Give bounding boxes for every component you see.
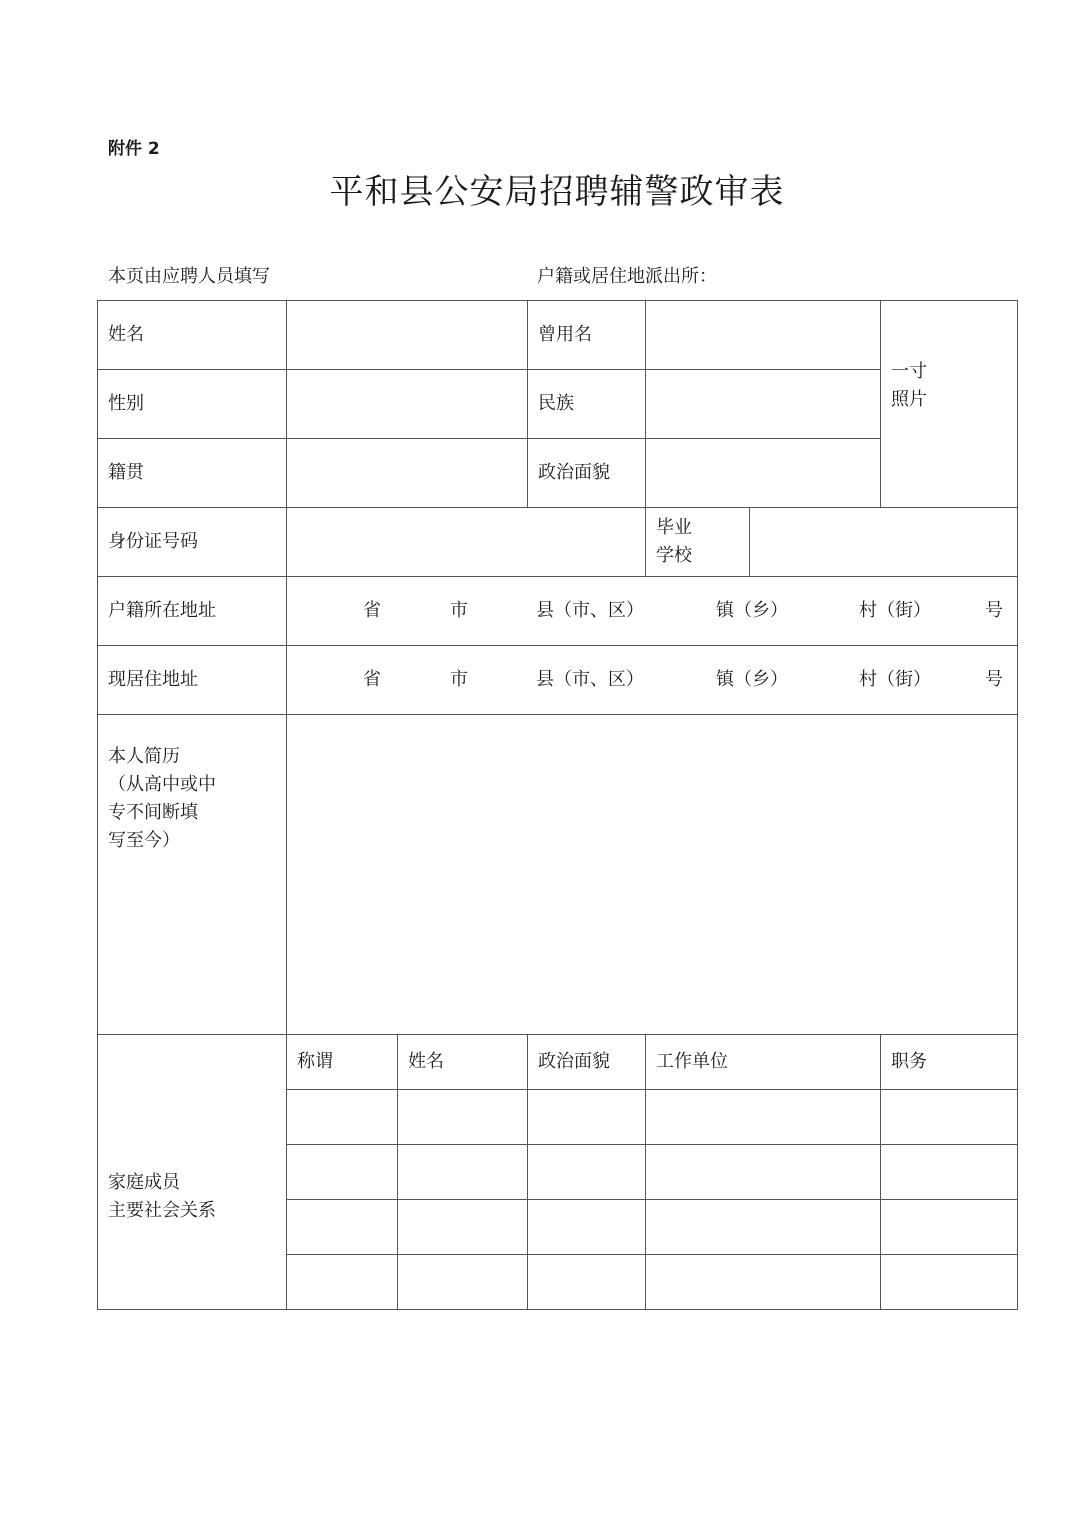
- family-name-cell[interactable]: [398, 1200, 528, 1255]
- political-status-field[interactable]: [646, 439, 881, 508]
- resume-label: [98, 715, 287, 1035]
- page-title: 平和县公安局招聘辅警政审表: [329, 172, 785, 212]
- family-work-unit-cell[interactable]: [646, 1090, 881, 1145]
- school-label: [646, 508, 750, 577]
- household-address-field[interactable]: [287, 577, 1018, 646]
- addr-town: 镇（乡）: [716, 669, 788, 690]
- family-header-work-unit: 工作单位: [646, 1035, 881, 1090]
- ethnicity-field[interactable]: [646, 370, 881, 439]
- native-place-field[interactable]: [287, 439, 528, 508]
- id-number-label: 身份证号码: [98, 508, 287, 577]
- gender-label: 性别: [98, 370, 287, 439]
- former-name-field[interactable]: [646, 301, 881, 370]
- row-native-place: [98, 439, 1018, 508]
- addr-village: 村（街）: [859, 600, 931, 621]
- family-label-line1: 家庭成员: [108, 1172, 180, 1193]
- name-label: 姓名: [98, 301, 287, 370]
- attachment-label: 附件 2: [108, 139, 160, 159]
- row-household-address: [98, 577, 1018, 646]
- addr-number: 号: [985, 600, 1003, 621]
- family-relation-cell[interactable]: [287, 1090, 398, 1145]
- photo-label-line1: 一寸: [891, 361, 927, 382]
- family-header-name: 姓名: [398, 1035, 528, 1090]
- family-political-cell[interactable]: [528, 1200, 646, 1255]
- family-position-cell[interactable]: [881, 1090, 1018, 1145]
- current-address-field[interactable]: [287, 646, 1018, 715]
- resume-field[interactable]: [287, 715, 1018, 1035]
- addr-number: 号: [985, 669, 1003, 690]
- family-name-cell[interactable]: [398, 1255, 528, 1310]
- photo-box[interactable]: [881, 301, 1018, 508]
- family-relation-cell[interactable]: [287, 1200, 398, 1255]
- resume-label-line2: （从高中或中: [108, 774, 216, 795]
- native-place-label: 籍贯: [98, 439, 287, 508]
- family-position-cell[interactable]: [881, 1200, 1018, 1255]
- family-name-cell[interactable]: [398, 1090, 528, 1145]
- former-name-label: 曾用名: [528, 301, 646, 370]
- school-field[interactable]: [750, 508, 1018, 577]
- household-address-label: 户籍所在地址: [98, 577, 287, 646]
- police-station-label: 户籍或居住地派出所：: [537, 266, 717, 287]
- resume-label-line3: 专不间断填: [108, 802, 198, 823]
- family-name-cell[interactable]: [398, 1145, 528, 1200]
- family-header-political-status: 政治面貌: [528, 1035, 646, 1090]
- addr-county: 县（市、区）: [536, 669, 644, 690]
- photo-label-line2: 照片: [891, 389, 927, 410]
- family-label-line2: 主要社会关系: [108, 1200, 216, 1221]
- addr-village: 村（街）: [859, 669, 931, 690]
- addr-city: 市: [450, 669, 468, 690]
- political-status-label: 政治面貌: [528, 439, 646, 508]
- review-form-table: [97, 300, 1018, 1310]
- school-label-line2: 学校: [656, 545, 692, 566]
- family-relation-cell[interactable]: [287, 1255, 398, 1310]
- family-label: [98, 1035, 287, 1310]
- addr-city: 市: [450, 600, 468, 621]
- id-number-field[interactable]: [287, 508, 646, 577]
- fill-instruction: 本页由应聘人员填写: [108, 266, 270, 287]
- row-name: [98, 301, 1018, 370]
- row-id-number: [98, 508, 1018, 577]
- addr-town: 镇（乡）: [716, 600, 788, 621]
- row-family-header: [98, 1035, 1018, 1090]
- resume-label-line4: 写至今）: [108, 830, 180, 851]
- row-current-address: [98, 646, 1018, 715]
- addr-county: 县（市、区）: [536, 600, 644, 621]
- gender-field[interactable]: [287, 370, 528, 439]
- family-work-unit-cell[interactable]: [646, 1255, 881, 1310]
- resume-label-line1: 本人简历: [108, 746, 180, 767]
- family-relation-cell[interactable]: [287, 1145, 398, 1200]
- name-field[interactable]: [287, 301, 528, 370]
- ethnicity-label: 民族: [528, 370, 646, 439]
- family-work-unit-cell[interactable]: [646, 1200, 881, 1255]
- school-label-line1: 毕业: [656, 517, 692, 538]
- row-gender: [98, 370, 1018, 439]
- family-header-relation: 称谓: [287, 1035, 398, 1090]
- row-resume: [98, 715, 1018, 1035]
- current-address-label: 现居住地址: [98, 646, 287, 715]
- family-work-unit-cell[interactable]: [646, 1145, 881, 1200]
- addr-province: 省: [363, 600, 381, 621]
- family-header-position: 职务: [881, 1035, 1018, 1090]
- family-political-cell[interactable]: [528, 1145, 646, 1200]
- family-position-cell[interactable]: [881, 1255, 1018, 1310]
- family-political-cell[interactable]: [528, 1255, 646, 1310]
- addr-province: 省: [363, 669, 381, 690]
- family-political-cell[interactable]: [528, 1090, 646, 1145]
- family-position-cell[interactable]: [881, 1145, 1018, 1200]
